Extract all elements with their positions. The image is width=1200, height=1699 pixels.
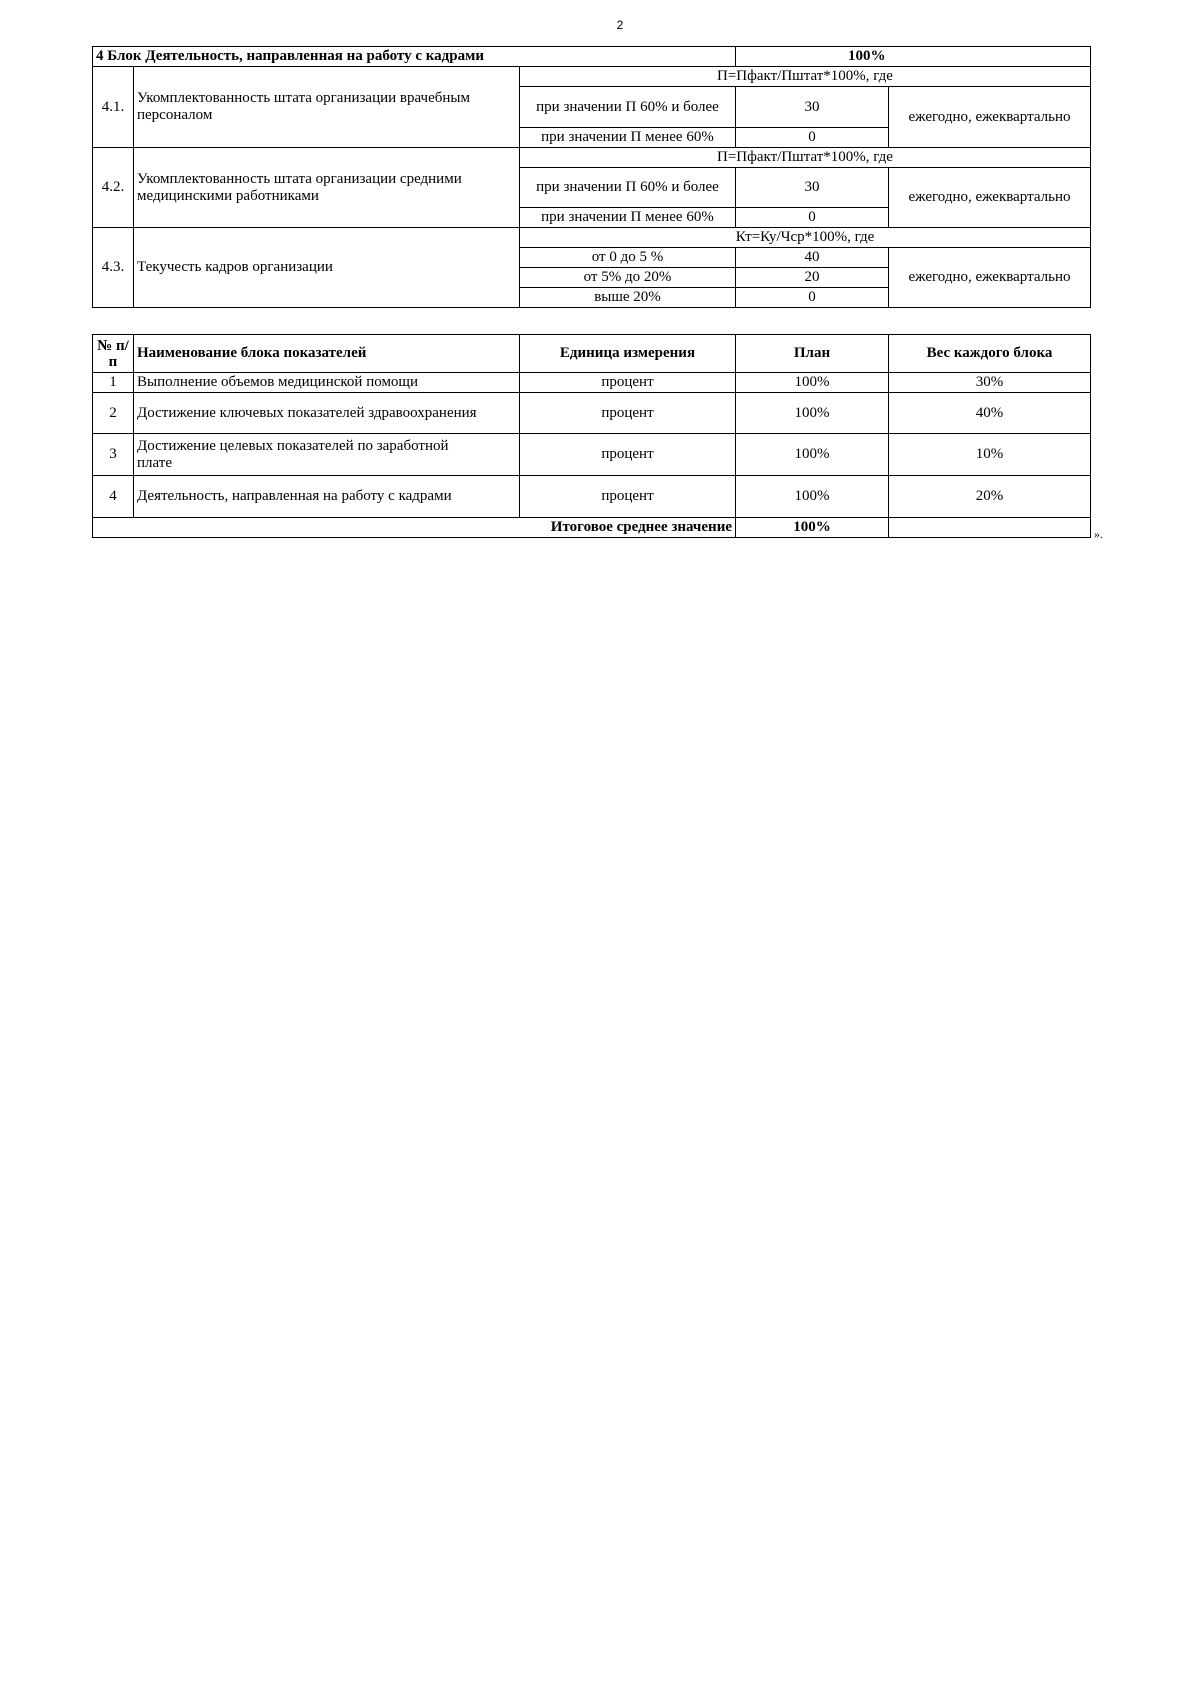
table-row <box>93 148 1091 168</box>
header-weight: Вес каждого блока <box>889 335 1091 373</box>
row-unit: процент <box>520 373 736 393</box>
period: ежегодно, ежеквартально <box>889 168 1091 228</box>
table-row <box>93 228 1091 248</box>
row-name: Деятельность, направленная на работу с кадрами <box>134 476 520 518</box>
score: 0 <box>736 128 889 148</box>
header-num: № п/п <box>93 335 134 373</box>
closing-quote-mark: ». <box>1094 527 1103 541</box>
row-weight: 30% <box>889 373 1091 393</box>
header-name: Наименование блока показателей <box>134 335 520 373</box>
row-unit: процент <box>520 434 736 476</box>
total-row <box>93 518 1091 538</box>
row-plan: 100% <box>736 476 889 518</box>
period: ежегодно, ежеквартально <box>889 87 1091 148</box>
item-name: Укомплектованность штата организации средними медицинскими работниками <box>134 148 520 228</box>
score: 20 <box>736 268 889 288</box>
item-number: 4.2. <box>93 148 134 228</box>
block4-header-row <box>93 47 1091 67</box>
condition: от 5% до 20% <box>520 268 736 288</box>
row-num: 3 <box>93 434 134 476</box>
table-row <box>93 476 1091 518</box>
blocks-table <box>92 334 1091 538</box>
score: 0 <box>736 208 889 228</box>
block4-plan: 100% <box>736 47 1091 67</box>
row-name: Достижение ключевых показателей здравоохранения <box>134 393 520 434</box>
page-number: 2 <box>616 18 624 32</box>
row-unit: процент <box>520 393 736 434</box>
condition: выше 20% <box>520 288 736 308</box>
item-name: Укомплектованность штата организации врачебным персоналом <box>134 67 520 148</box>
item-formula: П=Пфакт/Пштат*100%, где <box>520 148 1091 168</box>
row-num: 1 <box>93 373 134 393</box>
block4-table <box>92 46 1091 308</box>
row-plan: 100% <box>736 434 889 476</box>
row-name: Достижение целевых показателей по заработной плате <box>134 434 520 476</box>
condition: при значении П 60% и более <box>520 168 736 208</box>
block4-title: 4 Блок Деятельность, направленная на работу с кадрами <box>93 47 736 67</box>
total-plan: 100% <box>736 518 889 538</box>
score: 30 <box>736 87 889 128</box>
row-num: 2 <box>93 393 134 434</box>
table-row <box>93 373 1091 393</box>
row-weight: 10% <box>889 434 1091 476</box>
item-formula: Кт=Ку/Чср*100%, где <box>520 228 1091 248</box>
row-name: Выполнение объемов медицинской помощи <box>134 373 520 393</box>
condition: при значении П менее 60% <box>520 208 736 228</box>
row-num: 4 <box>93 476 134 518</box>
total-weight <box>889 518 1091 538</box>
score: 30 <box>736 168 889 208</box>
row-unit: процент <box>520 476 736 518</box>
item-formula: П=Пфакт/Пштат*100%, где <box>520 67 1091 87</box>
row-plan: 100% <box>736 393 889 434</box>
table-header-row <box>93 335 1091 373</box>
score: 0 <box>736 288 889 308</box>
row-weight: 40% <box>889 393 1091 434</box>
row-plan: 100% <box>736 373 889 393</box>
total-label: Итоговое среднее значение <box>93 518 736 538</box>
table-row <box>93 393 1091 434</box>
header-unit: Единица измерения <box>520 335 736 373</box>
header-plan: План <box>736 335 889 373</box>
table-row <box>93 434 1091 476</box>
item-name: Текучесть кадров организации <box>134 228 520 308</box>
period: ежегодно, ежеквартально <box>889 248 1091 308</box>
condition: от 0 до 5 % <box>520 248 736 268</box>
item-number: 4.3. <box>93 228 134 308</box>
score: 40 <box>736 248 889 268</box>
table-row <box>93 67 1091 87</box>
item-number: 4.1. <box>93 67 134 148</box>
condition: при значении П 60% и более <box>520 87 736 128</box>
condition: при значении П менее 60% <box>520 128 736 148</box>
row-weight: 20% <box>889 476 1091 518</box>
